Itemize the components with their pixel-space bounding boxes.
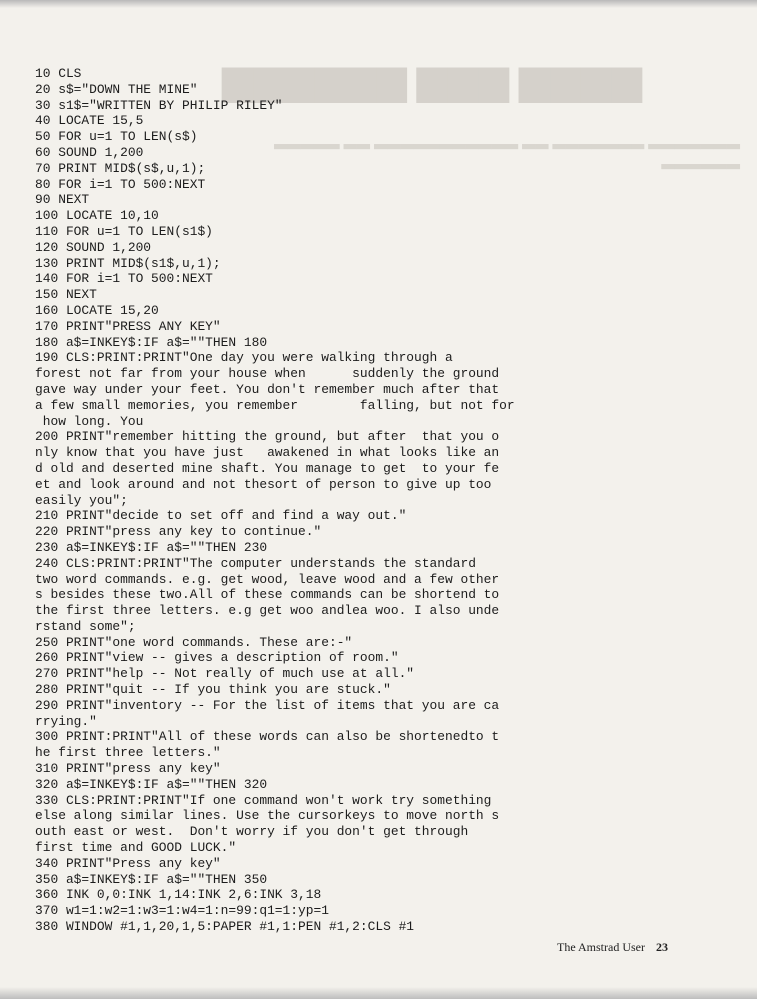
code-line: the first three letters. e.g get woo andlea woo. I also unde [35, 603, 500, 619]
code-line: 360 INK 0,0:INK 1,14:INK 2,6:INK 3,18 [35, 887, 322, 903]
show-through-subheading: ▂▂▂▂▂▂▂ ▂▂▂▂▂▂▂ ▂▂ ▂▂▂▂▂▂▂▂▂▂▂ ▂▂ ▂▂▂▂▂ ▂▂▂▂▂▂ [274, 130, 740, 169]
code-line: 280 PRINT"quit -- If you think you are stuck." [35, 682, 391, 698]
code-line: d old and deserted mine shaft. You manage to get to your fe [35, 460, 500, 476]
page-number: 23 [655, 940, 668, 954]
code-line: rstand some"; [35, 618, 136, 634]
code-line: first time and GOOD LUCK." [35, 840, 237, 856]
code-line: 130 PRINT MID$(s1$,u,1); [35, 255, 221, 271]
code-line: nly know that you have just awakened in what looks like an [35, 445, 500, 461]
page-edge-bottom [0, 987, 757, 999]
code-line: a few small memories, you remember falling, but not for [35, 397, 515, 413]
code-line: 60 SOUND 1,200 [35, 144, 144, 160]
code-line: 260 PRINT"view -- gives a description of room." [35, 650, 399, 666]
code-line: 100 LOCATE 10,10 [35, 208, 159, 224]
code-line: 290 PRINT"inventory -- For the list of items that you are ca [35, 697, 500, 713]
code-line: rrying." [35, 713, 97, 729]
code-line: 10 CLS [35, 66, 82, 81]
basic-program-listing [35, 66, 595, 935]
code-line: 110 FOR u=1 TO LEN(s1$) [35, 223, 213, 239]
code-line: 190 CLS:PRINT:PRINT"One day you were walking through a [35, 350, 453, 366]
code-line: 70 PRINT MID$(s$,u,1); [35, 160, 206, 176]
publication-name: The Amstrad User [557, 940, 645, 954]
code-line: forest not far from your house when suddenly the ground [35, 366, 500, 382]
code-line: 160 LOCATE 15,20 [35, 302, 159, 318]
code-line: how long. You [35, 413, 144, 429]
code-line: 310 PRINT"press any key" [35, 761, 221, 777]
code-line: 20 s$="DOWN THE MINE" [35, 81, 198, 97]
code-line: 340 PRINT"Press any key" [35, 855, 221, 871]
show-through-heading: ▆▆▆▆ ▆▆▆ ▆▆▆▆▆▆ [222, 57, 642, 102]
code-line: 270 PRINT"help -- Not really of much use at all." [35, 666, 415, 682]
page-edge-top [0, 0, 757, 8]
code-line: 50 FOR u=1 TO LEN(s$) [35, 129, 198, 145]
code-line: easily you"; [35, 492, 128, 508]
code-line: 330 CLS:PRINT:PRINT"If one command won't work try something [35, 792, 492, 808]
code-line: else along similar lines. Use the cursorkeys to move north s [35, 808, 500, 824]
code-line: 250 PRINT"one word commands. These are:-" [35, 634, 353, 650]
code-line: 150 NEXT [35, 287, 97, 303]
code-line: 30 s1$="WRITTEN BY PHILIP RILEY" [35, 97, 283, 113]
code-line: 120 SOUND 1,200 [35, 239, 152, 255]
code-line: 230 a$=INKEY$:IF a$=""THEN 230 [35, 539, 268, 555]
code-line: 300 PRINT:PRINT"All of these words can also be shortenedto t [35, 729, 500, 745]
code-line: 140 FOR i=1 TO 500:NEXT [35, 271, 213, 287]
code-line: 210 PRINT"decide to set off and find a way out." [35, 508, 407, 524]
code-line: 180 a$=INKEY$:IF a$=""THEN 180 [35, 334, 268, 350]
page-footer [557, 940, 668, 955]
code-line: 320 a$=INKEY$:IF a$=""THEN 320 [35, 776, 268, 792]
code-line: outh east or west. Don't worry if you don't get through [35, 824, 469, 840]
code-line: 90 NEXT [35, 192, 90, 208]
code-line: 370 w1=1:w2=1:w3=1:w4=1:n=99:q1=1:yp=1 [35, 903, 329, 919]
code-line: 40 LOCATE 15,5 [35, 113, 144, 129]
code-line: two word commands. e.g. get wood, leave wood and a few other [35, 571, 500, 587]
code-line: 380 WINDOW #1,1,20,1,5:PAPER #1,1:PEN #1,2:CLS #1 [35, 919, 415, 935]
code-line: he first three letters." [35, 745, 221, 761]
code-line: et and look around and not thesort of person to give up too [35, 476, 492, 492]
code-line: 170 PRINT"PRESS ANY KEY" [35, 318, 221, 334]
code-line: 220 PRINT"press any key to continue." [35, 524, 322, 540]
code-line: 200 PRINT"remember hitting the ground, but after that you o [35, 429, 500, 445]
code-line: s besides these two.All of these commands can be shortend to [35, 587, 500, 603]
code-line: 80 FOR i=1 TO 500:NEXT [35, 176, 206, 192]
code-line: 240 CLS:PRINT:PRINT"The computer understands the standard [35, 555, 476, 571]
code-line: 350 a$=INKEY$:IF a$=""THEN 350 [35, 871, 268, 887]
code-line: gave way under your feet. You don't remember much after that [35, 381, 500, 397]
